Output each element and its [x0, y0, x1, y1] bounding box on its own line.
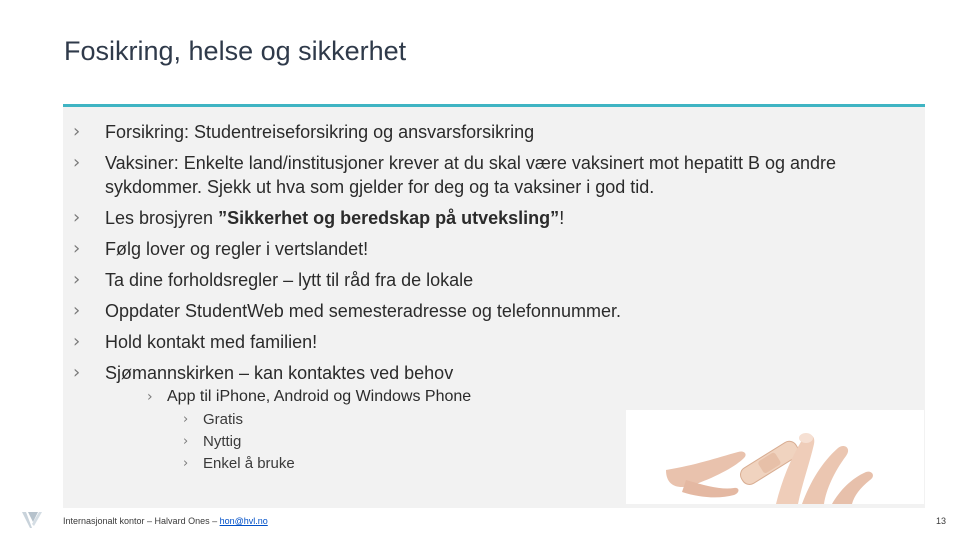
chevron-right-icon: › — [73, 269, 81, 290]
page-number: 13 — [935, 516, 946, 526]
bullet-text: Oppdater StudentWeb med semesteradresse og telefonnummer. — [105, 301, 621, 321]
bullet-item — [73, 268, 893, 292]
chevron-right-icon: › — [183, 456, 189, 471]
chevron-right-icon: › — [73, 238, 81, 259]
chevron-right-icon: › — [73, 362, 81, 383]
bullet-item — [73, 299, 893, 323]
bullet-text: Hold kontakt med familien! — [105, 332, 318, 352]
sub-bullet-text: App til iPhone, Android og Windows Phone — [167, 388, 472, 405]
chevron-right-icon: › — [183, 434, 189, 449]
bullet-item — [73, 151, 893, 199]
sub-sub-bullet-text: Nyttig — [203, 433, 242, 450]
chevron-right-icon: › — [183, 412, 189, 427]
bullet-item — [73, 361, 893, 385]
email-link[interactable]: hon@hvl.no — [219, 516, 268, 526]
brochure-title: ”Sikkerhet og beredskap på utveksling” — [218, 208, 560, 228]
chevron-right-icon: › — [73, 331, 81, 352]
hvl-logo-icon — [20, 508, 44, 532]
bullet-text-pre: Les brosjyren — [105, 208, 219, 228]
bullet-text-post: ! — [559, 208, 565, 228]
chevron-right-icon: › — [73, 152, 81, 173]
chevron-right-icon: › — [73, 121, 81, 142]
sub-sub-bullet-text: Gratis — [203, 411, 244, 428]
chevron-right-icon: › — [73, 300, 81, 321]
footer — [63, 516, 268, 526]
bullet-text: Forsikring: Studentreiseforsikring og ansvarsforsikring — [105, 122, 535, 142]
slide-title: Fosikring, helse og sikkerhet — [64, 36, 407, 66]
chevron-right-icon: › — [147, 389, 153, 405]
bullet-text: Ta dine forholdsregler – lytt til råd fra de lokale — [105, 270, 474, 290]
bullet-text: Vaksiner: Enkelte land/institusjoner krever at du skal være vaksinert mot hepatitt B og andre sykdommer. Sjekk ut hva som gjelder for deg og ta vaksiner i god tid. — [105, 153, 837, 197]
bullet-item — [73, 237, 893, 261]
bullet-item — [73, 120, 893, 144]
footer-text: Internasjonalt kontor – Halvard Ones – — [63, 516, 220, 526]
bullet-item — [73, 206, 893, 230]
bullet-item — [73, 330, 893, 354]
bullet-text: Følg lover og regler i vertslandet! — [105, 239, 369, 259]
chevron-right-icon: › — [73, 207, 81, 228]
sub-sub-bullet-text: Enkel å bruke — [203, 455, 295, 472]
bandage-photo — [626, 410, 924, 504]
sub-bullet-item — [147, 387, 893, 407]
bullet-text: Sjømannskirken – kan kontaktes ved behov — [105, 363, 454, 383]
